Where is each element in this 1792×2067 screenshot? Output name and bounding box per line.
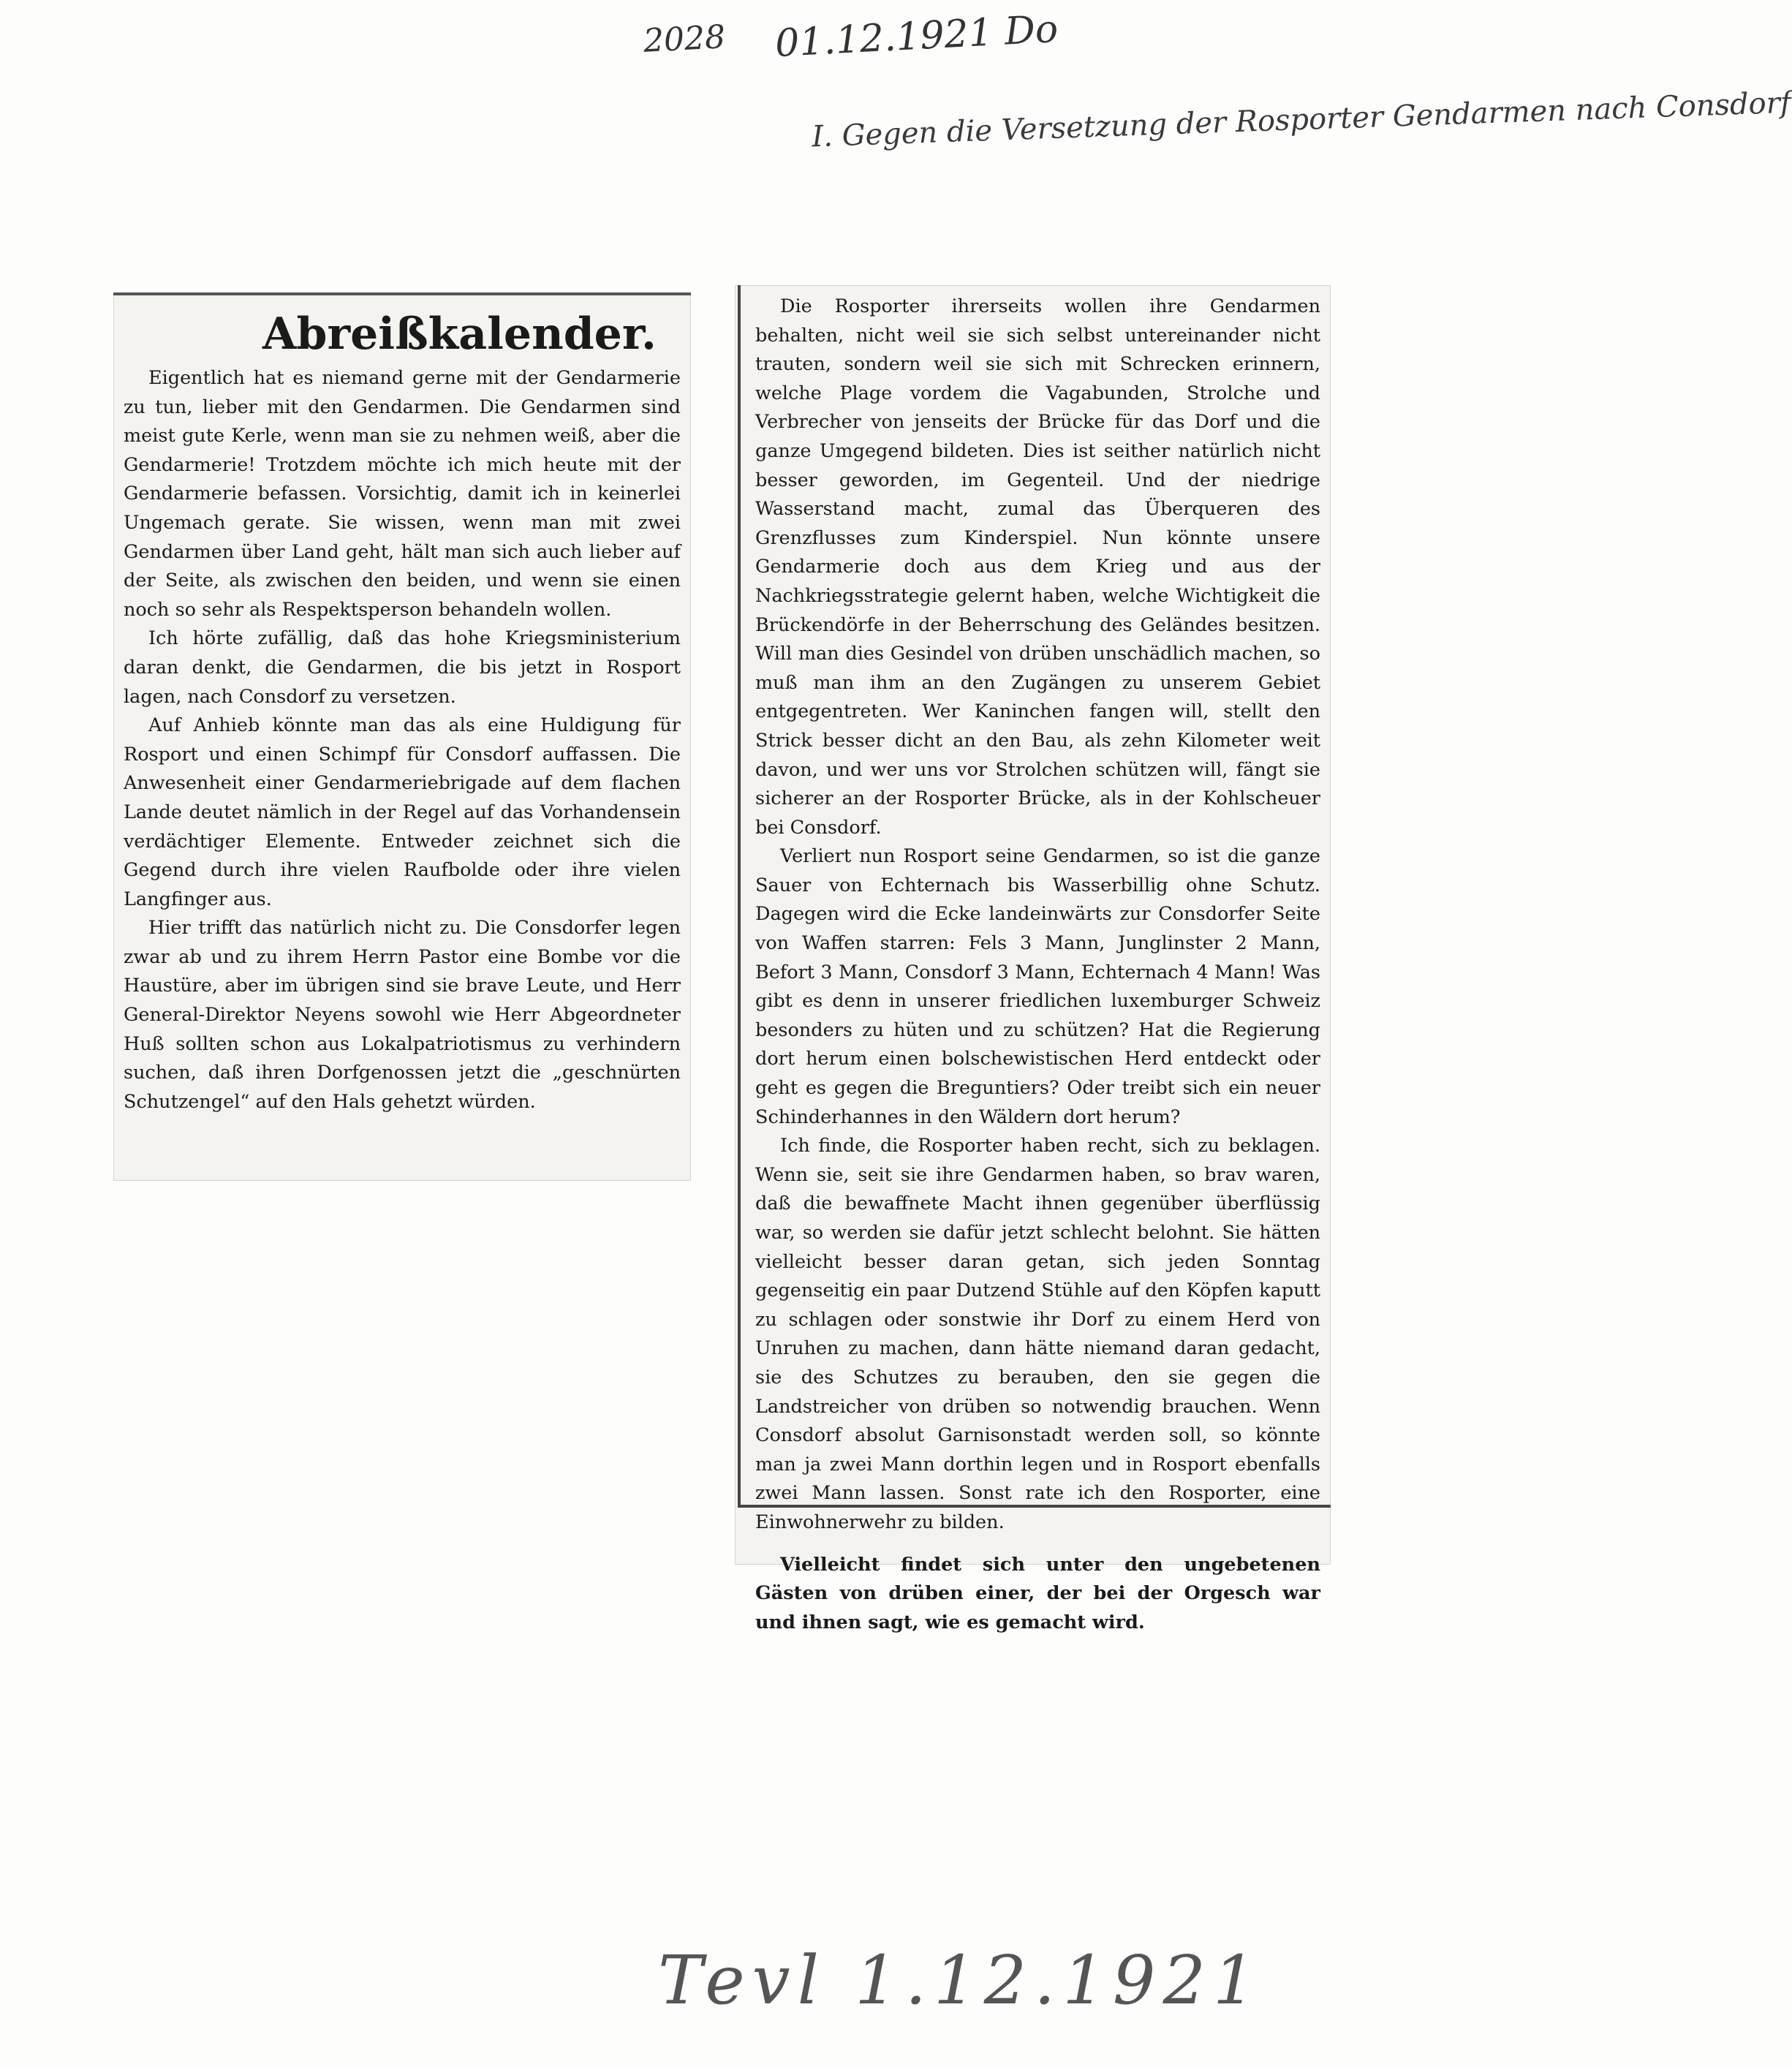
archive-number: 2028 [642, 18, 727, 60]
clipping-left-column [113, 292, 691, 1181]
topic-note: I. Gegen die Versetzung der Rosporter Gendarmen nach Consdorf [811, 86, 1792, 154]
source-note: Tevl 1.12.1921 [658, 1941, 1263, 2019]
top-rule [113, 292, 691, 295]
paragraph: Auf Anhieb könnte man das als eine Huldigung für Rosport und einen Schimpf für Consdorf auffassen. Die Anwesenheit einer Gendarmeriebrigade auf dem flachen Lande deutet nämlich in der Regel auf das Vorhandensein verdächtiger Elemente. Entweder zeichnet sich die Gegend durch ihre vielen Raufbolde oder ihre vielen Langfinger aus. [124, 714, 681, 910]
column-rule [738, 285, 741, 1506]
clipping-right-column [735, 285, 1331, 1633]
paragraph: Ich hörte zufällig, daß das hohe Kriegsministerium daran denkt, die Gendarmen, die bis jetzt in Rosport lagen, nach Consdorf zu versetzen. [124, 627, 681, 708]
article-title: Abreißkalender. [262, 309, 657, 360]
paragraph: Eigentlich hat es niemand gerne mit der Gendarmerie zu tun, lieber mit den Gendarmen. Die Gendarmen sind meist gute Kerle, wenn man sie zu nehmen weiß, aber die Gendarmerie! Trotzdem möchte ich mich heute mit der Gendarmerie befassen. Vorsichtig, damit ich in keinerlei Ungemach gerate. Sie wissen, wenn man mit zwei Gendarmen über Land geht, hält man sich auch lieber auf der Seite, als zwischen den beiden, und wenn sie einen noch so sehr als Respektsperson behandeln wollen. [124, 367, 681, 621]
paragraph: Die Rosporter ihrerseits wollen ihre Gendarmen behalten, nicht weil sie sich selbst untereinander nicht trauten, sondern weil sie sich mit Schrecken erinnern, welche Plage vordem die Vagabunden, Strolche und Verbrecher von jenseits der Brücke für das Dorf und die ganze Umgegend bildeten. Dies ist seither natürlich nicht besser geworden, im Gegenteil. Und der niedrige Wasserstand macht, zumal das Überqueren des Grenzflusses zum Kinderspiel. Nun könnte unsere Gendarmerie doch aus dem Krieg und aus der Nachkriegsstrategie gelernt haben, welche Wichtigkeit die Brückendörfe in der Beherrschung des Geländes besitzen. Will man dies Gesindel von drüben unschädlich machen, so muß man ihm an den Zugängen zu unserem Gebiet entgegentreten. Wer Kaninchen fangen will, stellt den Strick besser dicht an den Bau, als zehn Kilometer weit davon, und wer uns vor Strolchen schützen will, fängt sie sicherer an der Rosporter Brücke, als in der Kohlscheuer bei Consdorf. [755, 295, 1320, 839]
paragraph: Ich finde, die Rosporter haben recht, sich zu beklagen. Wenn sie, seit sie ihre Gendarmen haben, so brav waren, daß die bewaffnete Macht ihnen gegenüber überflüssig war, so werden sie dafür jetzt schlecht belohnt. Sie hätten vielleicht besser daran getan, sich jeden Sonntag gegenseitig ein paar Dutzend Stühle auf den Köpfen kaputt zu schlagen oder sonstwie ihr Dorf zu einem Herd von Unruhen zu machen, dann hätte niemand daran gedacht, sie des Schutzes zu berauben, den sie gegen die Landstreicher von drüben so notwendig brauchen. Wenn Consdorf absolut Garnisonstadt werden soll, so könnte man ja zwei Mann dorthin legen und in Rosport ebenfalls zwei Mann lassen. Sonst rate ich den Rosporter, eine Einwohnerwehr zu bilden. [755, 1135, 1320, 1533]
archive-date: 01.12.1921 Do [774, 7, 1059, 67]
end-rule [738, 1505, 1331, 1508]
paragraph: Vielleicht findet sich unter den ungebetenen Gästen von drüben einer, der bei der Orgesch war und ihnen sagt, wie es gemacht wird. [755, 1553, 1320, 1633]
paragraph: Hier trifft das natürlich nicht zu. Die Consdorfer legen zwar ab und zu ihrem Herrn Pastor eine Bombe vor die Haustüre, aber im übrigen sind sie brave Leute, und Herr General-Direktor Neyens sowohl wie Herr Abgeordneter Huß sollten schon aus Lokalpatriotismus zu verhindern suchen, daß ihren Dorfgenossen jetzt die „geschnürten Schutzengel“ auf den Hals gehetzt würden. [124, 917, 681, 1113]
paragraph: Verliert nun Rosport seine Gendarmen, so ist die ganze Sauer von Echternach bis Wasserbillig ohne Schutz. Dagegen wird die Ecke landeinwärts zur Consdorfer Seite von Waffen starren: Fels 3 Mann, Junglinster 2 Mann, Befort 3 Mann, Consdorf 3 Mann, Echternach 4 Mann! Was gibt es denn in unserer friedlichen luxemburger Schweiz besonders zu hüten und zu schützen? Hat die Regierung dort herum einen bolschewistischen Herd entdeckt oder geht es gegen die Breguntiers? Oder treibt sich ein neuer Schinderhannes in den Wäldern dort herum? [755, 845, 1320, 1128]
